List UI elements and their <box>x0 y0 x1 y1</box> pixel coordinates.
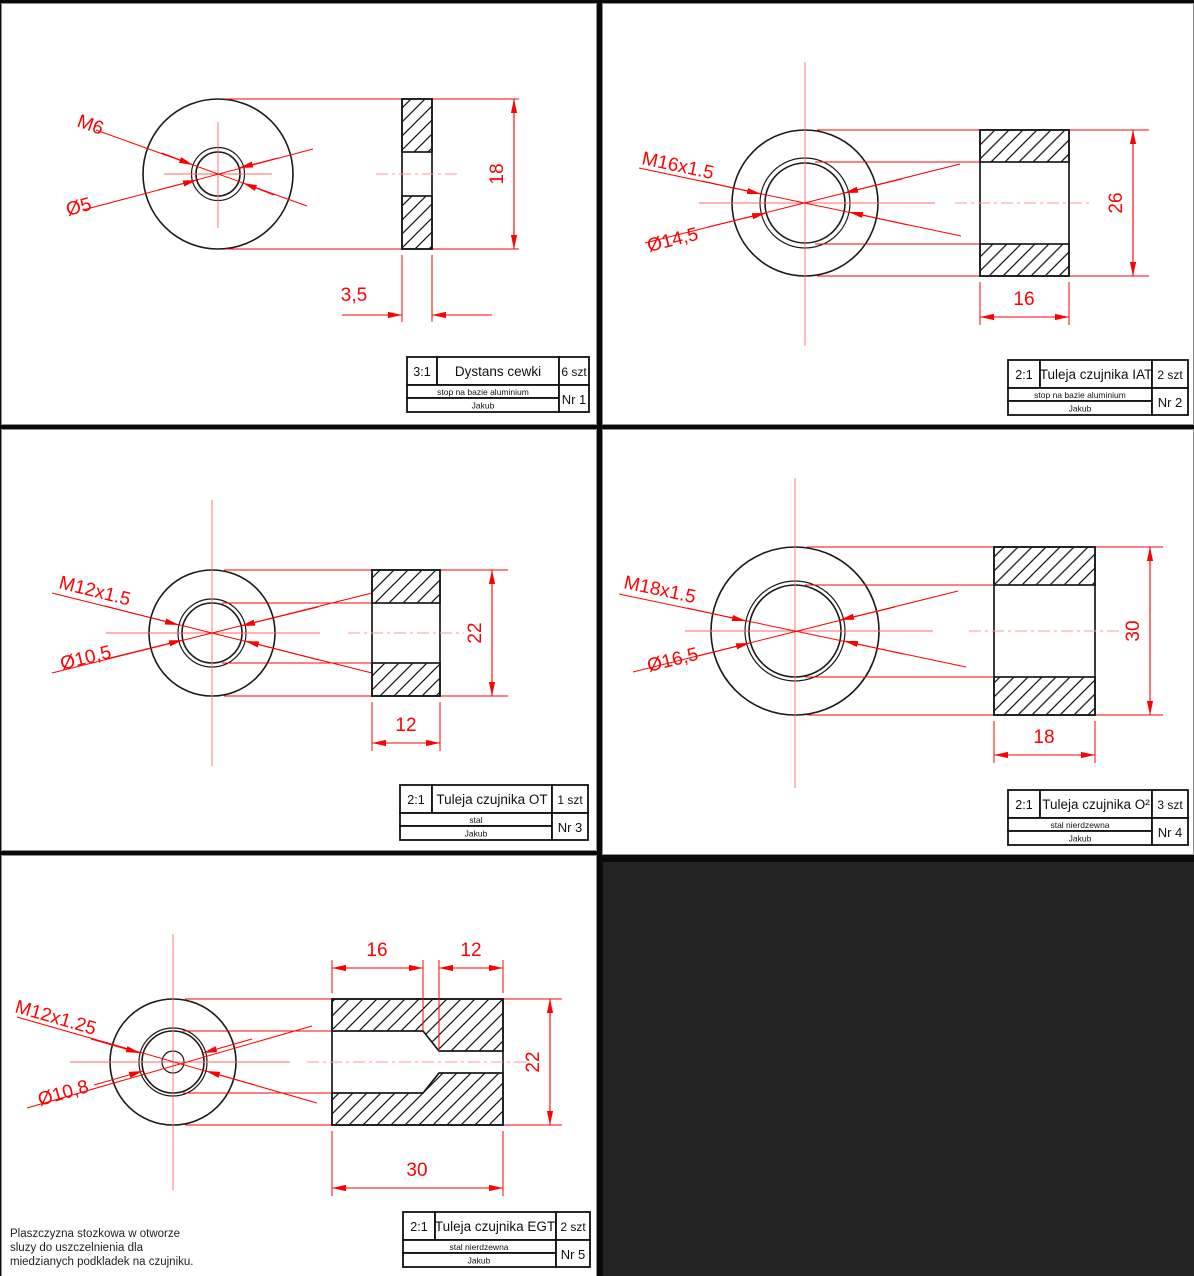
p2-bore-label: Ø14,5 <box>645 223 701 257</box>
p5-number: Nr 5 <box>560 1247 586 1262</box>
p4-bore-label: Ø16,5 <box>645 643 701 677</box>
p3-hatch-top <box>372 570 440 603</box>
p3-thread-label: M12x1.5 <box>56 572 133 611</box>
p3-part-title: Tuleja czujnika OT <box>436 792 548 807</box>
p4-front-view <box>619 478 966 788</box>
p3-bore-label: Ø10,5 <box>58 641 114 675</box>
p1-thickness-dim: 3,5 <box>340 285 368 306</box>
p4-qty: 3 szt <box>1157 798 1183 812</box>
p1-title-block <box>407 357 589 412</box>
p5-material: stal nierdzewna <box>449 1242 509 1252</box>
p2-hatch-bottom <box>980 244 1069 276</box>
p1-number: Nr 1 <box>561 392 587 407</box>
p5-author: Jakub <box>467 1255 491 1266</box>
p3-qty: 1 szt <box>557 793 583 807</box>
p5-bore-label: Ø10,8 <box>35 1076 92 1111</box>
p5-right-length-dim: 12 <box>460 940 482 961</box>
p2-part-title: Tuleja czujnika IAT <box>1039 367 1153 382</box>
p1-scale: 3:1 <box>413 365 431 379</box>
p4-thread-label: M18x1.5 <box>621 572 698 609</box>
note-line-1: Plaszczyzna stozkowa w otworze <box>10 1228 181 1240</box>
p3-number: Nr 3 <box>557 820 583 835</box>
p4-number: Nr 4 <box>1157 825 1183 840</box>
p4-part-title: Tuleja czujnika O² <box>1042 797 1150 812</box>
p2-scale: 2:1 <box>1015 368 1033 382</box>
p2-front-view <box>639 62 961 346</box>
p1-bore-label: Ø5 <box>63 193 94 221</box>
p4-title-block <box>1008 790 1188 845</box>
p5-front-view <box>13 934 317 1190</box>
p1-front-view <box>64 99 313 249</box>
p2-author: Jakub <box>1068 403 1092 414</box>
p2-material: stop na bazie aluminium <box>1034 390 1126 400</box>
empty-sheet-area <box>603 862 1194 1276</box>
p4-material: stal nierdzewna <box>1050 820 1110 830</box>
p5-thread-label: M12x1.25 <box>12 996 99 1040</box>
p5-note <box>10 1228 193 1268</box>
p1-part-title: Dystans cewki <box>454 364 542 379</box>
p3-title-block <box>400 785 588 840</box>
p2-number: Nr 2 <box>1157 395 1183 410</box>
drawing-sheet-4 <box>603 430 1193 854</box>
p3-length-dim: 12 <box>395 715 417 736</box>
p3-outer-dim: 22 <box>465 622 486 644</box>
p5-part-title: Tuleja czujnika EGT <box>434 1219 556 1234</box>
p3-author: Jakub <box>464 828 488 839</box>
p5-left-length-dim: 16 <box>366 940 388 961</box>
note-line-3: miedzianych podkladek na czujniku. <box>10 1256 194 1268</box>
p3-front-view <box>52 500 372 766</box>
p5-title-block <box>403 1212 590 1267</box>
p3-hatch-bottom <box>372 663 440 696</box>
p2-title-block <box>1008 360 1188 415</box>
p1-author: Jakub <box>471 400 495 411</box>
p4-hatch-bottom <box>994 677 1095 715</box>
p1-outer-dim: 18 <box>487 163 508 185</box>
p1-thread-label: M6 <box>74 110 107 140</box>
p4-length-dim: 18 <box>1033 727 1055 748</box>
p2-length-dim: 16 <box>1013 289 1035 310</box>
p4-scale: 2:1 <box>1015 798 1033 812</box>
p1-qty: 6 szt <box>561 365 587 379</box>
drawing-sheet-2 <box>603 4 1193 424</box>
p4-outer-dim: 30 <box>1123 620 1144 642</box>
p2-outer-dim: 26 <box>1106 192 1127 214</box>
drawing-sheet-1 <box>2 4 596 424</box>
p2-thread-label: M16x1.5 <box>639 148 716 185</box>
p1-hatch-bottom <box>402 196 432 249</box>
p5-qty: 2 szt <box>560 1220 586 1234</box>
p5-scale: 2:1 <box>410 1220 428 1234</box>
p3-material: stal <box>469 815 483 825</box>
p2-qty: 2 szt <box>1157 368 1183 382</box>
drawing-sheet-5 <box>2 856 596 1276</box>
p5-outer-dim: 22 <box>523 1051 544 1073</box>
p3-scale: 2:1 <box>407 793 425 807</box>
p1-hatch-top <box>402 99 432 152</box>
drawing-sheet-3 <box>2 430 596 850</box>
p5-total-length-dim: 30 <box>406 1160 428 1181</box>
p4-author: Jakub <box>1068 833 1092 844</box>
p1-material: stop na bazie aluminium <box>437 387 529 397</box>
p2-hatch-top <box>980 130 1069 162</box>
p4-hatch-top <box>994 547 1095 585</box>
note-line-2: sluzy do uszczelnienia dla <box>10 1242 143 1254</box>
